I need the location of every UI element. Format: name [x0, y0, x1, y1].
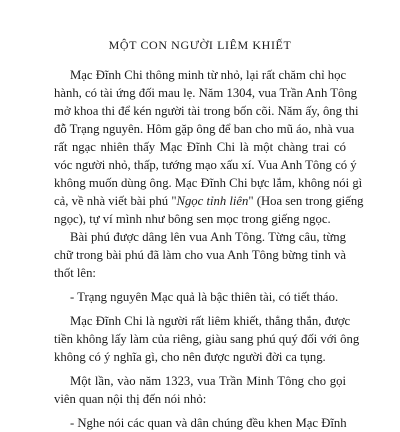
paragraph-4: [54, 312, 360, 366]
text-line: rất ngạc nhiên thấy Mạc Đĩnh Chi là một chàng trai có: [54, 140, 346, 154]
text-line: đỗ Trạng nguyên. Hôm gặp ông để ban cho mũ áo, nhà vua: [54, 122, 355, 136]
text-line: không có ý nghĩa gì, cho nên được người đời ca tụng.: [54, 350, 326, 364]
text-line: Mạc Đĩnh Chi là người rất liêm khiết, thẳng thắn, được: [70, 314, 351, 328]
text-line: hành, có tài ứng đối mau lẹ. Năm 1304, vua Trần Anh Tông: [54, 86, 358, 100]
text-line: tiền không lấy làm của riêng, giàu sang phú quý đối với ông: [54, 332, 360, 346]
text-line: Bài phú được dâng lên vua Anh Tông. Từng câu, từng: [70, 230, 346, 244]
text-line: Mạc Đĩnh Chi thông minh từ nhỏ, lại rất chăm chỉ học: [70, 68, 347, 82]
paragraph-5: [54, 372, 346, 408]
text-line: vóc người nhỏ, thấp, tướng mạo xấu xí. Vua Anh Tông có ý: [54, 158, 357, 172]
text-line: chữ trong bài phú đã làm cho vua Anh Tông bừng tỉnh và: [54, 248, 346, 262]
chapter-title: MỘT CON NGƯỜI LIÊM KHIẾT: [108, 38, 292, 52]
text-line: - Trạng nguyên Mạc quả là bậc thiên tài, có tiết tháo.: [70, 290, 339, 304]
text-fragment: " (Hoa sen trong giếng: [248, 194, 364, 208]
text-line: thốt lên:: [54, 266, 96, 280]
text-line: Một lần, vào năm 1323, vua Trần Minh Tông cho gọi: [70, 374, 346, 388]
paragraph-6: [54, 414, 346, 432]
text-fragment: cả, về nhà viết bài phú ": [54, 194, 177, 208]
text-line: mở khoa thi để kén người tài trong bốn cõi. Năm ấy, ông thi: [54, 104, 359, 118]
text-line: ngọc), tự ví mình như bông sen mọc trong giếng ngọc.: [54, 212, 331, 226]
text-line: viên quan nội thị đến nói nhỏ:: [54, 392, 207, 406]
text-line: không muốn dùng ông. Mạc Đĩnh Chi bực lắm, không nói gì: [54, 176, 363, 190]
body-text: [54, 66, 364, 432]
paragraph-2: [54, 228, 346, 282]
paragraph-3: [54, 288, 346, 306]
paragraph-1: [54, 66, 364, 228]
text-line: - Nghe nói các quan và dân chúng đều khen Mạc Đĩnh: [70, 416, 347, 430]
poem-title: Ngọc tỉnh liên: [176, 194, 249, 208]
text-line-with-title: [54, 192, 364, 210]
